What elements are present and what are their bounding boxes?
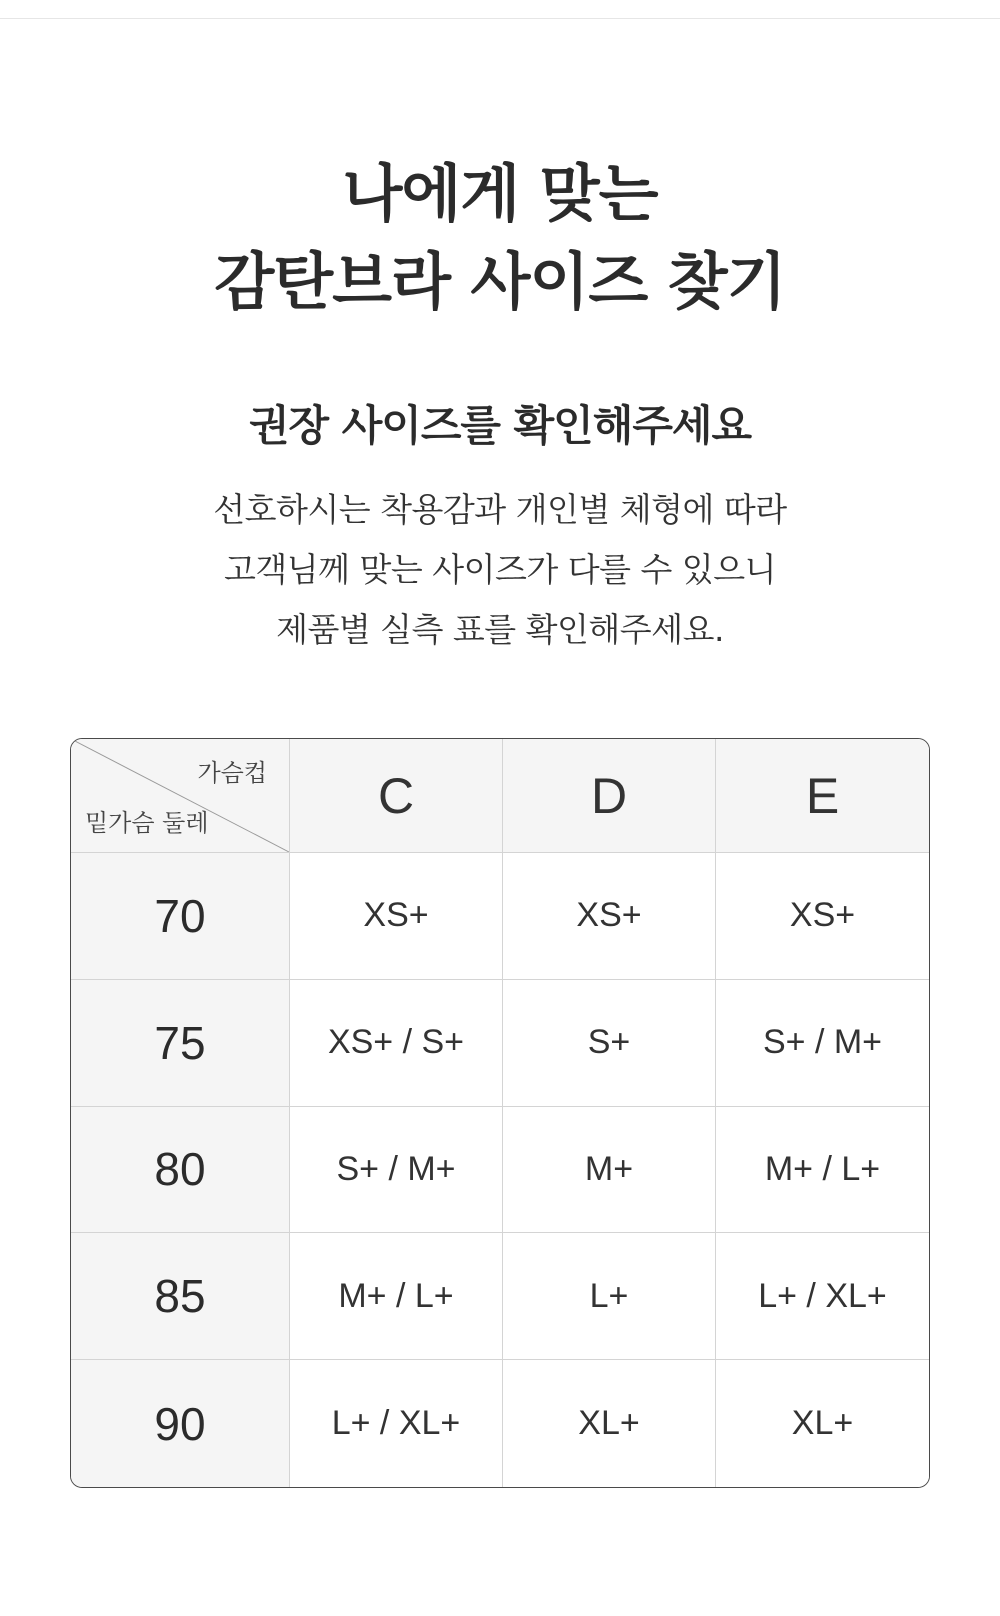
band-80: 80 [71, 1107, 290, 1234]
size-cell: S+ / M+ [290, 1107, 503, 1234]
cup-header-c: C [290, 739, 503, 853]
size-cell: L+ / XL+ [290, 1360, 503, 1487]
size-cell: XS+ [716, 853, 929, 980]
size-chart-table [70, 738, 930, 1488]
size-cell: M+ [503, 1107, 716, 1234]
table-corner-cell [71, 739, 290, 853]
top-divider [0, 18, 1000, 19]
description-line-1: 선호하시는 착용감과 개인별 체형에 따라 [213, 490, 787, 529]
title-line-2: 감탄브라 사이즈 찾기 [214, 245, 786, 318]
title-line-1: 나에게 맞는 [342, 157, 658, 230]
band-85: 85 [71, 1233, 290, 1360]
size-cell: L+ / XL+ [716, 1233, 929, 1360]
size-cell: XS+ [503, 853, 716, 980]
band-axis-label: 밑가슴 둘레 [85, 809, 209, 837]
band-70: 70 [71, 853, 290, 980]
size-cell: S+ / M+ [716, 980, 929, 1107]
size-cell: S+ [503, 980, 716, 1107]
size-cell: XS+ [290, 853, 503, 980]
size-cell: XL+ [716, 1360, 929, 1487]
description [0, 480, 1000, 660]
size-cell: XL+ [503, 1360, 716, 1487]
size-cell: L+ [503, 1233, 716, 1360]
size-cell: XS+ / S+ [290, 980, 503, 1107]
description-line-2: 고객님께 맞는 사이즈가 다를 수 있으니 [224, 550, 776, 589]
description-line-3: 제품별 실측 표를 확인해주세요. [276, 610, 724, 649]
section-subtitle: 권장 사이즈를 확인해주세요 [248, 401, 752, 450]
band-75: 75 [71, 980, 290, 1107]
size-cell: M+ / L+ [716, 1107, 929, 1234]
band-90: 90 [71, 1360, 290, 1487]
cup-header-d: D [503, 739, 716, 853]
page-title [0, 150, 1000, 326]
cup-axis-label: 가슴컵 [197, 759, 267, 787]
cup-header-e: E [716, 739, 929, 853]
size-cell: M+ / L+ [290, 1233, 503, 1360]
